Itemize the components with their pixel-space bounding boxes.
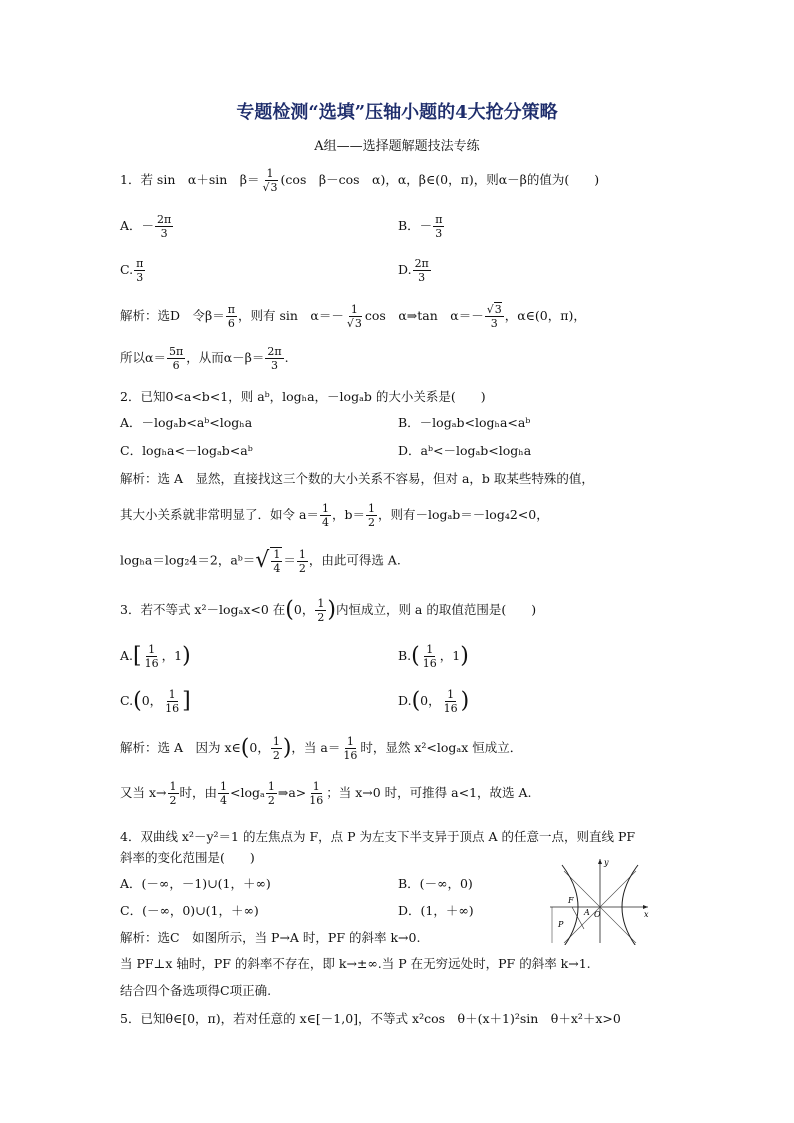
label-y: y — [604, 858, 609, 867]
q2-option-b: B．－logₐb<logₕa<aᵇ — [398, 415, 531, 430]
q1-option-c: C. $\frac{\pi}{3}$ — [120, 257, 144, 284]
label-p: P — [558, 920, 564, 929]
label-a: A — [584, 908, 590, 917]
q3-option-a: A.[ $\frac{1}{16}$ ，1) — [120, 643, 191, 670]
q1-solution-line1: 解析：选D 令β＝ $\frac{\pi}{6}$ ，则有 sin α＝－ $\frac{1}{√3}$ cos α⇒tan α＝－ $\frac{√3}{3}$ ，α∈(0，π)， — [120, 303, 586, 330]
q3-solution-line2: 又当 x→ $\frac{1}{2}$ 时，由 $\frac{1}{4}$ <logₐ $\frac{1}{2}$ ⇒a> $\frac{1}{16}$ ；当 x→0 时，可推得 a<1，故选 A. — [120, 780, 532, 807]
fraction: $\frac{1}{√3}$ — [262, 167, 278, 194]
q2-option-d: D．aᵇ<－logₐb<logₕa — [398, 443, 532, 458]
q1-option-d: D. $\frac{2\pi}{3}$ — [398, 257, 429, 284]
q3-stem: 3．若不等式 x²－logₐx<0 在(0， $\frac{1}{2}$ )内恒成立，则 a 的取值范围是( ) — [120, 597, 537, 624]
q3-solution-line1: 解析：选 A 因为 x∈(0， $\frac{1}{2}$ )，当 a＝ $\frac{1}{16}$ 时，显然 x²<logₐx 恒成立． — [120, 735, 523, 762]
q2-solution-line2: 其大小关系就非常明显了．如令 a＝ $\frac{1}{4}$ ，b＝ $\frac{1}{2}$ ，则有－logₐb＝－log₄2<0， — [120, 502, 549, 529]
q5-stem: 5．已知θ∈[0，π)，若对任意的 x∈[－1,0]，不等式 x²cos θ＋(x＋1)²sin θ＋x²＋x>0 — [120, 1011, 621, 1026]
q2-solution-line3: logₕa＝log₂4＝2，aᵇ＝√ $\frac{1}{4}$ ＝ $\frac{1}{2}$ ，由此可得选 A. — [120, 547, 401, 575]
q2-solution-line1: 解析：选 A 显然，直接找这三个数的大小关系不容易，但对 a，b 取某些特殊的值， — [120, 471, 594, 486]
q4-stem-line1: 4．双曲线 x²－y²＝1 的左焦点为 F，点 P 为左支下半支异于顶点 A 的任意一点，则直线 PF — [120, 829, 636, 844]
q4-option-d: D．(1，＋∞) — [398, 903, 474, 918]
q2-option-a: A．－logₐb<aᵇ<logₕa — [120, 415, 253, 430]
label-f: F — [568, 896, 574, 905]
q4-option-a: A．(－∞，－1)∪(1，＋∞) — [120, 876, 271, 891]
q4-option-b: B．(－∞，0) — [398, 876, 473, 891]
page-title: 专题检测“选填”压轴小题的4大抢分策略 — [236, 102, 558, 123]
q4-stem-line2: 斜率的变化范围是( ) — [120, 850, 255, 865]
q1-solution-line2: 所以α＝ $\frac{5\pi}{6}$ ，从而α－β＝ $\frac{2\pi}{3}$ . — [120, 345, 289, 372]
q4-option-c: C．(－∞，0)∪(1，＋∞) — [120, 903, 259, 918]
q3-option-d: D.(0， $\frac{1}{16}$ ) — [398, 688, 470, 715]
q1-stem: 1．若 sin α＋sin β＝ $\frac{1}{√3}$ (cos β－cos α)，α，β∈(0，π)，则α－β的值为( ) — [120, 167, 600, 194]
q4-solution-line2: 当 PF⊥x 轴时，PF 的斜率不存在，即 k→±∞.当 P 在无穷远处时，PF 的斜率 k→1. — [120, 956, 591, 971]
label-o: O — [594, 910, 601, 919]
label-x: x — [644, 910, 649, 919]
q2-option-c: C．logₕa<－logₐb<aᵇ — [120, 443, 253, 458]
q3-option-b: B.( $\frac{1}{16}$ ，1) — [398, 643, 469, 670]
section-subtitle: A组——选择题解题技法专练 — [314, 139, 480, 154]
q1-option-b: B．－ $\frac{\pi}{3}$ — [398, 213, 443, 240]
q2-stem: 2．已知0<a<b<1，则 aᵇ，logₕa，－logₐb 的大小关系是( ) — [120, 389, 486, 404]
q4-solution-line1: 解析：选C 如图所示，当 P→A 时，PF 的斜率 k→0. — [120, 930, 421, 945]
q1-option-a: A．－ $\frac{2\pi}{3}$ — [120, 213, 172, 240]
q3-option-c: C.(0， $\frac{1}{16}$ ] — [120, 688, 191, 715]
hyperbola-figure — [548, 855, 654, 945]
q4-solution-line3: 结合四个备选项得C项正确. — [120, 983, 272, 998]
